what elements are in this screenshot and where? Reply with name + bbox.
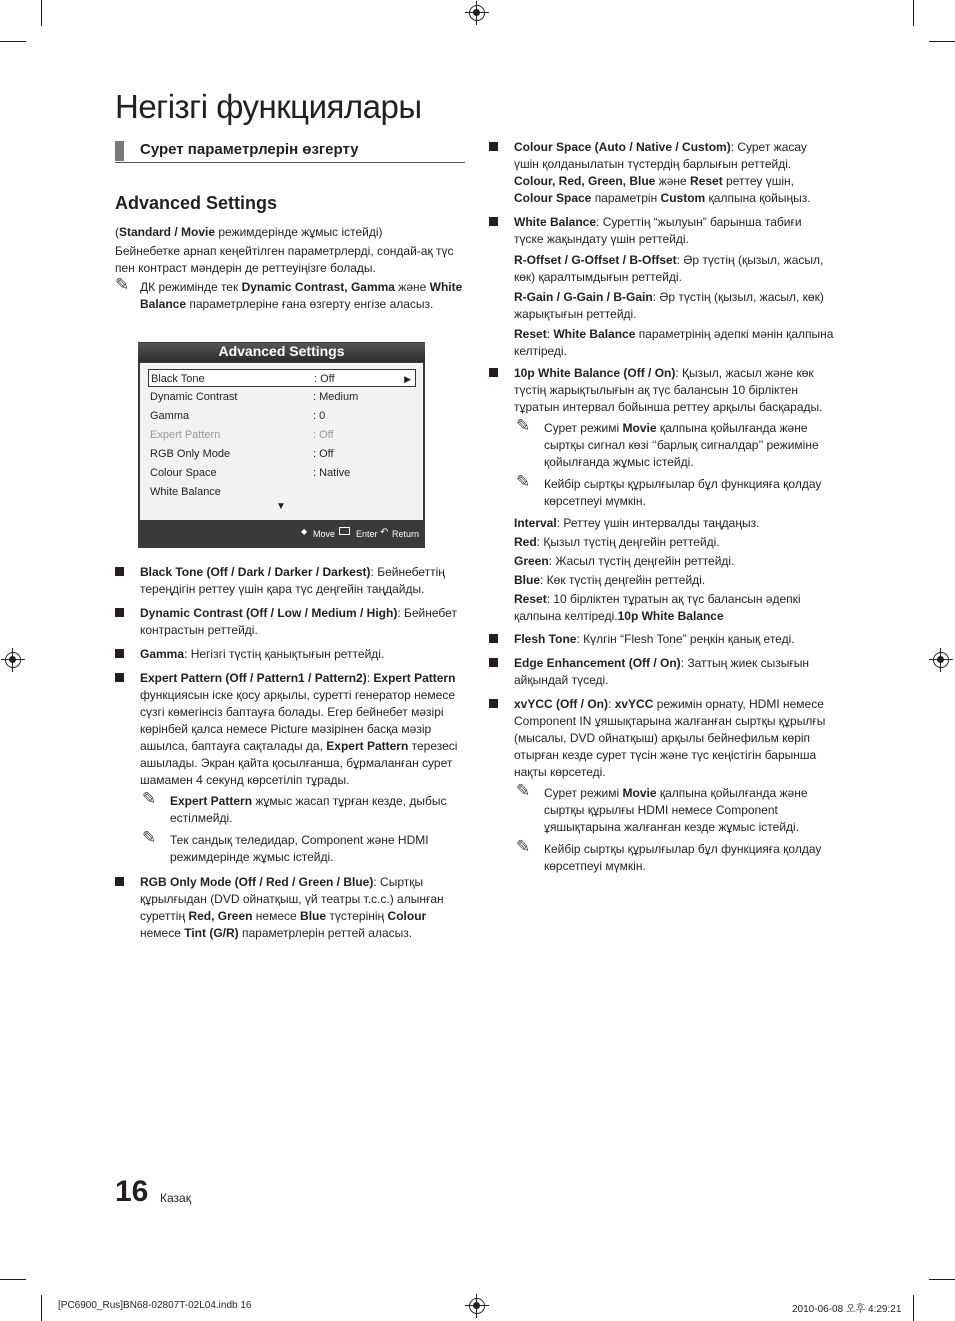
page-title: Негізгі функциялары <box>115 88 422 125</box>
intro-block <box>115 224 465 318</box>
list-item-edge-enhancement: Edge Enhancement (Off / On): Заттың жиек сызығын айқындай түседі. <box>489 655 834 689</box>
crop-mark <box>0 41 26 42</box>
registration-mark-icon <box>5 652 21 668</box>
crop-mark <box>929 1279 955 1280</box>
crop-mark <box>913 0 914 26</box>
list-item-10p-white-balance: 10p White Balance (Off / On): Қызыл, жасыл және көк түстің жарықтылығын ақ түс балансын 10 бірліктен тұратын интервал бойынша реттеу арқылы басқарады. <box>489 365 834 416</box>
menu-item-expert-pattern: Expert Pattern : Off <box>150 429 334 441</box>
list-item-flesh-tone: Flesh Tone: Күлгін “Flesh Tone” реңкін қанық етеді. <box>489 631 834 648</box>
list-item-xvycc: xvYCC (Off / On): xvYCC режимін орнату, HDMI немесе Component IN ұяшықтарына жалғанған сыртқы құрылғы (мысалы, DVD ойнатқыш) арқылы бейнефильм көріп отырған кезде сурет түсін және түс кеңістігін барынша нақты көрсетеді. <box>489 696 834 781</box>
pencil-note-icon: ✎ <box>516 837 531 857</box>
move-icon: ◆ <box>301 527 308 536</box>
list-item-dynamic-contrast: Dynamic Contrast (Off / Low / Medium / High): Бейнебет контрастын реттейді. <box>115 605 465 639</box>
menu-body <box>140 363 423 520</box>
menu-item-dynamic-contrast[interactable]: Dynamic Contrast : Medium <box>150 391 359 403</box>
return-icon: ↶ <box>380 527 389 538</box>
bullet-icon <box>489 699 498 708</box>
note: ✎ Кейбір сыртқы құрылғылар бұл функцияға қолдау көрсетпеуі мүмкін. <box>516 472 822 508</box>
registration-mark-icon <box>469 5 485 21</box>
intro-modes: (Standard / Movie режимдерінде жұмыс істейді) <box>115 225 383 239</box>
menu-item-black-tone[interactable]: Black Tone : Off ▶ <box>148 369 416 387</box>
list-item-colour-space: Colour Space (Auto / Native / Custom): Сурет жасау үшін қолданылатын түстердің барлығын реттейді. Colour, Red, Green, Blue және Reset реттеу үшін, Colour Space параметрін Custom қалпына қойыңыз. <box>489 139 834 207</box>
note: ✎ Тек сандық теледидар, Component және HDMI режимдерінде жұмыс істейді. <box>142 828 429 864</box>
section-marker <box>115 141 124 161</box>
menu-item-colour-space[interactable]: Colour Space : Native <box>150 467 351 479</box>
bullet-icon <box>115 649 124 658</box>
scroll-down-icon[interactable]: ▼ <box>276 501 286 512</box>
page-language: Казақ <box>160 1191 191 1205</box>
pencil-note-icon: ✎ <box>516 416 531 436</box>
bullet-icon <box>489 658 498 667</box>
bullet-icon <box>115 673 124 682</box>
menu-item-white-balance[interactable]: White Balance <box>150 486 221 498</box>
pencil-note-icon: ✎ <box>142 789 157 809</box>
crop-mark <box>0 1279 26 1280</box>
bullet-icon <box>115 608 124 617</box>
menu-footer <box>138 520 425 548</box>
crop-mark <box>913 1295 914 1321</box>
advanced-settings-menu <box>138 342 425 548</box>
pencil-note-icon: ✎ <box>142 828 157 848</box>
intro-text: Бейнебетке арнап кеңейтілген параметрлерді, сондай-ақ түс пен контраст мәндерін де реттеуіңізге болады. <box>115 244 454 275</box>
subsection-title: Advanced Settings <box>115 193 278 213</box>
menu-item-gamma[interactable]: Gamma : 0 <box>150 410 326 422</box>
pencil-note-icon: ✎ <box>516 472 531 492</box>
note: ✎ Expert Pattern жұмыс жасап тұрған кезде, дыбыс естілмейді. <box>142 789 447 825</box>
menu-item-rgb-only-mode[interactable]: RGB Only Mode : Off <box>150 448 334 460</box>
red: Red: Қызыл түстің деңгейін реттейді. <box>514 535 720 549</box>
wb-gain: R-Gain / G-Gain / B-Gain: Әр түстің (қызыл, жасыл, көк) жарықтығын реттейді. <box>514 290 824 321</box>
footer-return: Return <box>392 529 420 539</box>
interval: Interval: Реттеу үшін интервалды таңдаңыз. <box>514 516 760 530</box>
print-slug-file: [PC6900_Rus]BN68-02807T-02L04.indb 16 <box>58 1300 252 1311</box>
bullet-icon <box>489 217 498 226</box>
registration-mark-icon <box>933 652 949 668</box>
pencil-note-icon: ✎ <box>115 275 130 295</box>
note: ✎ Сурет режимі Movie қалпына қойылғанда және сыртқы сигнал көзі ‘‘барлық сигналдар’’ режиміне қойылғанда жұмыс істейді. <box>516 416 819 469</box>
list-item-black-tone: Black Tone (Off / Dark / Darker / Darkest): Бейнебеттің тереңдігін реттеу үшін қара түс деңгейін таңдайды. <box>115 564 465 598</box>
list-item-rgb-only-mode: RGB Only Mode (Off / Red / Green / Blue): Сыртқы құрылғыдан (DVD ойнатқыш, үй театры т.с.с.) алынған суреттің Red, Green немесе Blue түстерінің Colour немесе Tint (G/R) параметрлерін реттей аласыз. <box>115 874 465 942</box>
wb-reset: Reset: White Balance параметрінің әдепкі мәнін қалпына келтіреді. <box>514 327 834 358</box>
crop-mark <box>929 41 955 42</box>
arrow-right-icon: ▶ <box>404 374 411 384</box>
bullet-icon <box>115 567 124 576</box>
note: ✎ ДК режимінде тек Dynamic Contrast, Gamma және White Balance параметрлеріне ғана өзгерту енгізе аласыз. <box>115 275 463 311</box>
list-item-white-balance: White Balance: Суреттің “жылуын” барынша табиғи түске жақындату үшін реттейді. <box>489 214 834 248</box>
reset-10p: Reset: 10 бірліктен тұратын ақ түс балансын әдепкі қалпына келтіреді.10p White Balance <box>514 592 801 623</box>
bullet-icon <box>489 142 498 151</box>
right-column <box>489 139 834 880</box>
crop-mark <box>41 0 42 26</box>
list-item-expert-pattern: Expert Pattern (Off / Pattern1 / Pattern2): Expert Pattern функциясын іске қосу арқылы, суретті генератор немесе сүзгі көмегінсіз баптауға болады. Егер бейнебет мәзірі көрінбей қалса немесе Picture мәзірінен басқа мәзір ашылса, баптауға сақталады да, Expert Pattern терезесі ашылады. Экран қайта қосылғанша, бұрмаланған сурет шамамен 4 секунд көрсетіліп тұрады. <box>115 670 465 789</box>
registration-mark-icon <box>469 1298 485 1314</box>
enter-icon <box>339 527 350 535</box>
menu-title: Advanced Settings <box>138 343 425 362</box>
section-header <box>115 140 465 163</box>
bullet-icon <box>489 634 498 643</box>
bullet-icon <box>489 368 498 377</box>
crop-mark <box>41 1295 42 1321</box>
section-title: Сурет параметрлерін өзгерту <box>140 141 359 158</box>
footer-enter: Enter <box>356 529 378 539</box>
list-item-gamma: Gamma: Негізгі түстің қанықтығын реттейді. <box>115 646 465 663</box>
green: Green: Жасыл түстің деңгейін реттейді. <box>514 554 735 568</box>
footer-move: Move <box>313 529 336 539</box>
page-number: 16 <box>115 1175 149 1208</box>
note: ✎ Сурет режимі Movie қалпына қойылғанда және сыртқы құрылғы HDMI немесе Component ұяшықтарына жалғанған кезде жұмыс істейді. <box>516 781 808 834</box>
wb-offset: R-Offset / G-Offset / B-Offset: Әр түстің (қызыл, жасыл, көк) қаралтымдығын реттейді. <box>514 253 824 284</box>
blue: Blue: Көк түстің деңгейін реттейді. <box>514 573 706 587</box>
left-column <box>115 564 465 949</box>
note: ✎ Кейбір сыртқы құрылғылар бұл функцияға қолдау көрсетпеуі мүмкін. <box>516 837 822 873</box>
print-slug-date: 2010-06-08 오후 4:29:21 <box>792 1304 902 1315</box>
bullet-icon <box>115 877 124 886</box>
pencil-note-icon: ✎ <box>516 781 531 801</box>
